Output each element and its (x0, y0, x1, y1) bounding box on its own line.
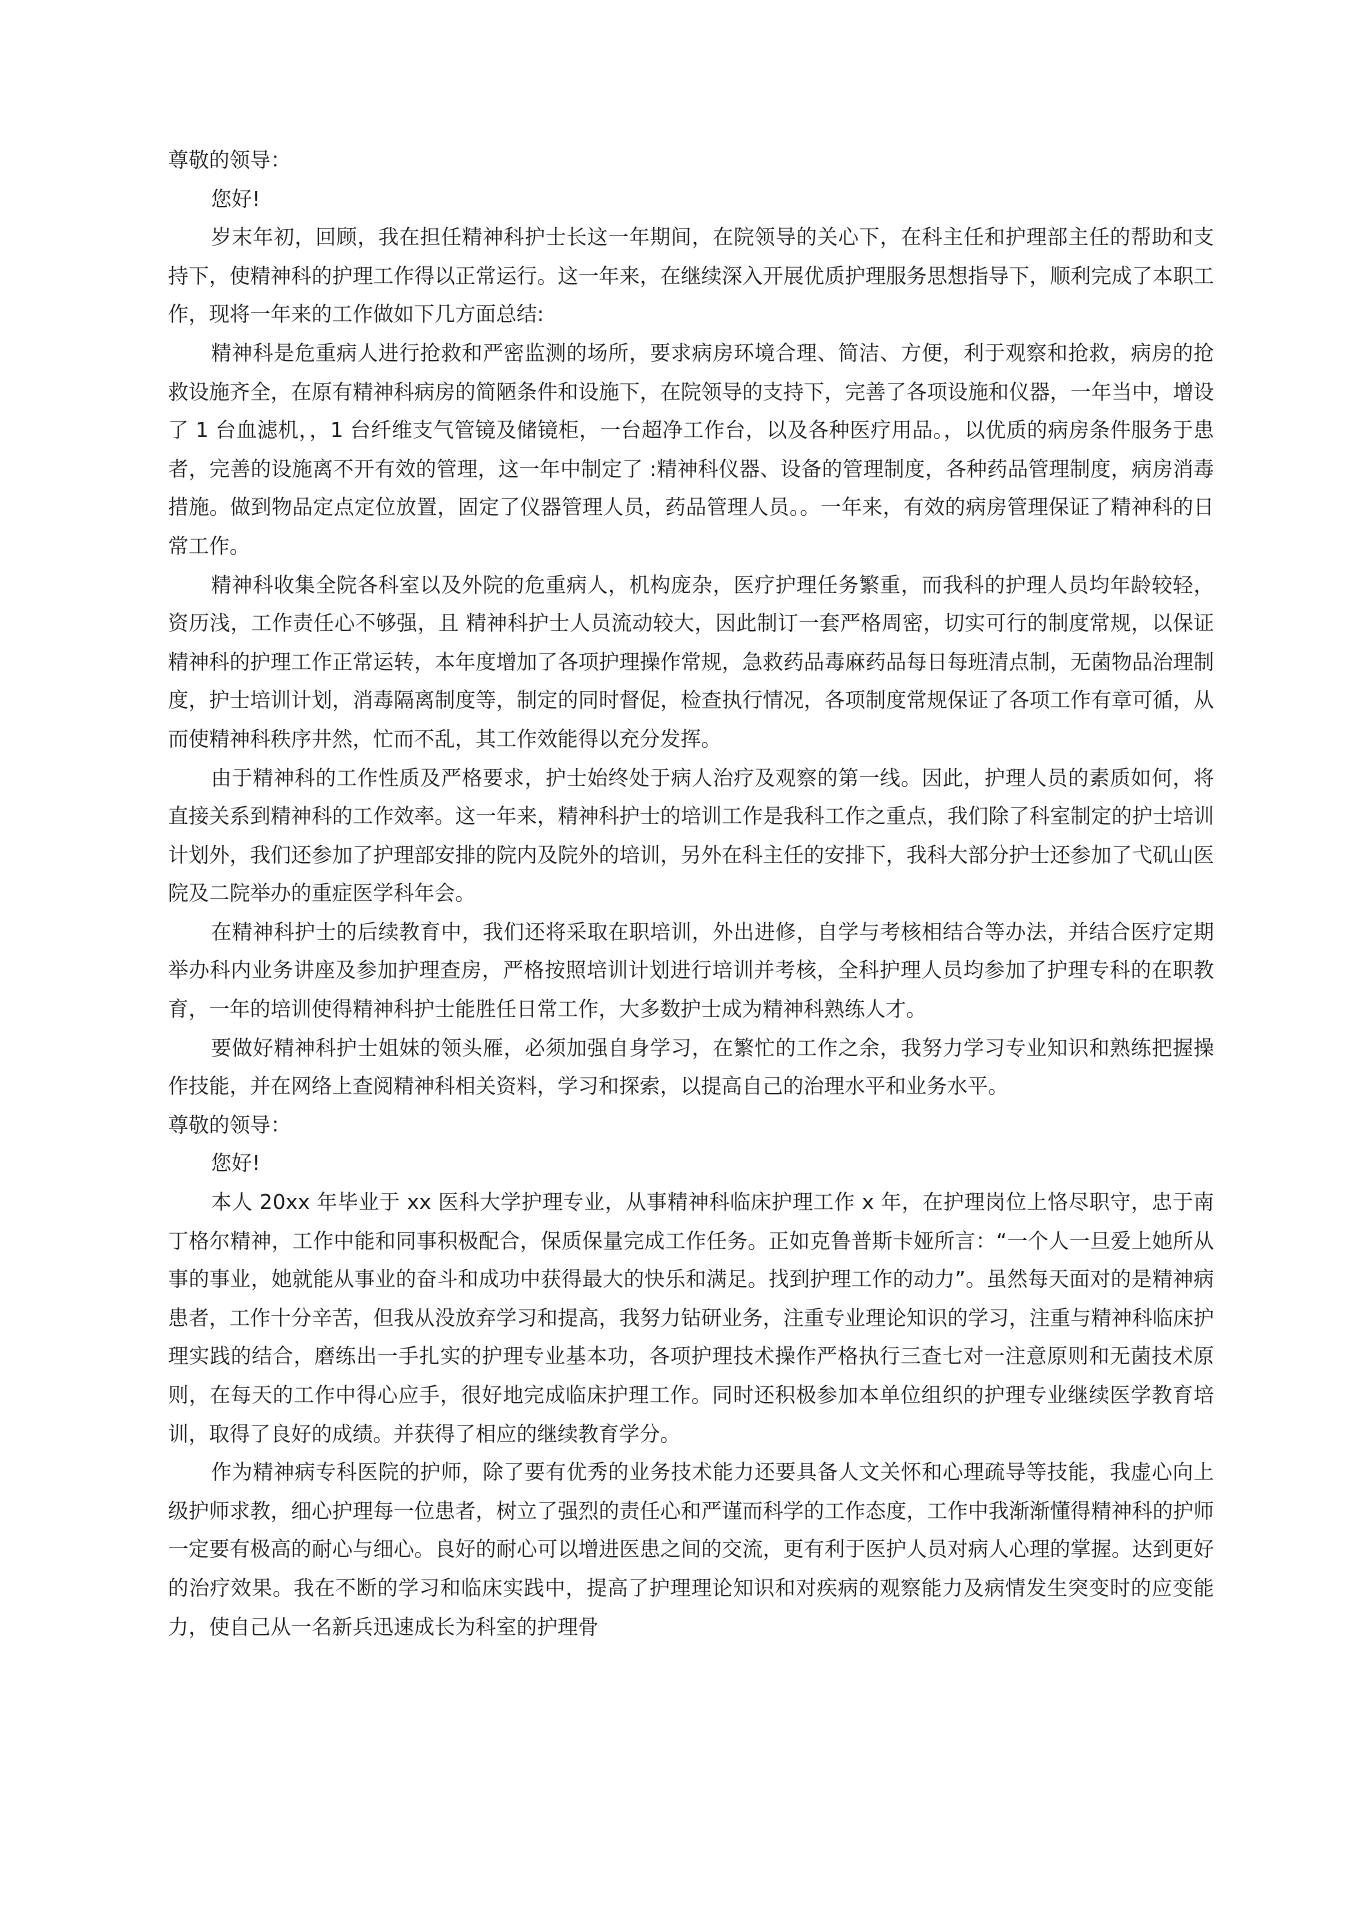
paragraph: 在精神科护士的后续教育中，我们还将采取在职培训，外出进修，自学与考核相结合等办法，并结合医疗定期举办科内业务讲座及参加护理查房，严格按照培训计划进行培训并考核，全科护理人员均参加了护理专科的在职教育，一年的培训使得精神科护士能胜任日常工作，大多数护士成为精神科熟练人才。 (168, 919, 1214, 1022)
paragraph: 要做好精神科护士姐妹的领头雁，必须加强自身学习，在繁忙的工作之余，我努力学习专业知识和熟练把握操作技能，并在网络上查阅精神科相关资料，学习和探索，以提高自己的治理水平和业务水平。 (168, 1035, 1214, 1099)
paragraph: 由于精神科的工作性质及严格要求，护士始终处于病人治疗及观察的第一线。因此，护理人员的素质如何，将直接关系到精神科的工作效率。这一年来，精神科护士的培训工作是我科工作之重点，我们除了科室制定的护士培训计划外，我们还参加了护理部安排的院内及院外的培训，另外在科主任的安排下，我科大部分护士还参加了弋矶山医院及二院举办的重症医学科年会。 (168, 765, 1214, 906)
paragraph: 精神科收集全院各科室以及外院的危重病人，机构庞杂，医疗护理任务繁重，而我科的护理人员均年龄较轻，资历浅，工作责任心不够强，且 精神科护士人员流动较大，因此制订一套严格周密，切实可行的制度常规，以保证精神科的护理工作正常运转，本年度增加了各项护理操作常规，急救药品毒麻药品每日每班清点制，无菌物品治理制度，护士培训计划，消毒隔离制度等，制定的同时督促，检查执行情况，各项制度常规保证了各项工作有章可循，从而使精神科秩序井然，忙而不乱，其工作效能得以充分发挥。 (168, 572, 1214, 751)
document-page (168, 141, 1214, 1646)
greeting: 您好! (211, 1151, 261, 1176)
greeting: 您好! (211, 186, 261, 211)
salutation: 尊敬的领导： (168, 1112, 291, 1137)
paragraph: 岁末年初，回顾，我在担任精神科护士长这一年期间，在院领导的关心下，在科主任和护理部主任的帮助和支持下，使精神科的护理工作得以正常运行。这一年来，在继续深入开展优质护理服务思想指导下，顺利完成了本职工作，现将一年来的工作做如下几方面总结: (168, 225, 1214, 327)
paragraph: 本人 20xx 年毕业于 xx 医科大学护理专业，从事精神科临床护理工作 x 年，在护理岗位上恪尽职守，忠于南丁格尔精神，工作中能和同事积极配合，保质保量完成工作任务。正如克鲁普斯卡娅所言：“一个人一旦爱上她所从事的事业，她就能从事业的奋斗和成功中获得最大的快乐和满足。找到护理工作的动力”。虽然每天面对的是精神病患者，工作十分辛苦，但我从没放弃学习和提高，我努力钻研业务，注重专业理论知识的学习，注重与精神科临床护理实践的结合，磨练出一手扎实的护理专业基本功，各项护理技术操作严格执行三查七对一注意原则和无菌技术原则，在每天的工作中得心应手，很好地完成临床护理工作。同时还积极参加本单位组织的护理专业继续医学教育培训，取得了良好的成绩。并获得了相应的继续教育学分。 (168, 1190, 1214, 1446)
paragraph: 作为精神病专科医院的护师，除了要有优秀的业务技术能力还要具备人文关怀和心理疏导等技能，我虚心向上级护师求教，细心护理每一位患者，树立了强烈的责任心和严谨而科学的工作态度，工作中我渐渐懂得精神科的护师一定要有极高的耐心与细心。良好的耐心可以增进医患之间的交流，更有利于医护人员对病人心理的掌握。达到更好的治疗效果。我在不断的学习和临床实践中，提高了护理理论知识和对疾病的观察能力及病情发生突变时的应变能力，使自己从一名新兵迅速成长为科室的护理骨 (168, 1460, 1214, 1639)
salutation: 尊敬的领导： (168, 148, 291, 172)
paragraph: 精神科是危重病人进行抢救和严密监测的场所，要求病房环境合理、简洁、方便，利于观察和抢救，病房的抢救设施齐全，在原有精神科病房的简陋条件和设施下，在院领导的支持下，完善了各项设施和仪器，一年当中，增设了 1 台血滤机，，1 台纤维支气管镜及储镜柜，一台超净工作台，以及各种医疗用品。，以优质的病房条件服务于患者，完善的设施离不开有效的管理，这一年中制定了 :精神科仪器、设备的管理制度，各种药品管理制度，病房消毒措施。做到物品定点定位放置，固定了仪器管理人员，药品管理人员。。一年来，有效的病房管理保证了精神科的日常工作。 (168, 340, 1214, 558)
